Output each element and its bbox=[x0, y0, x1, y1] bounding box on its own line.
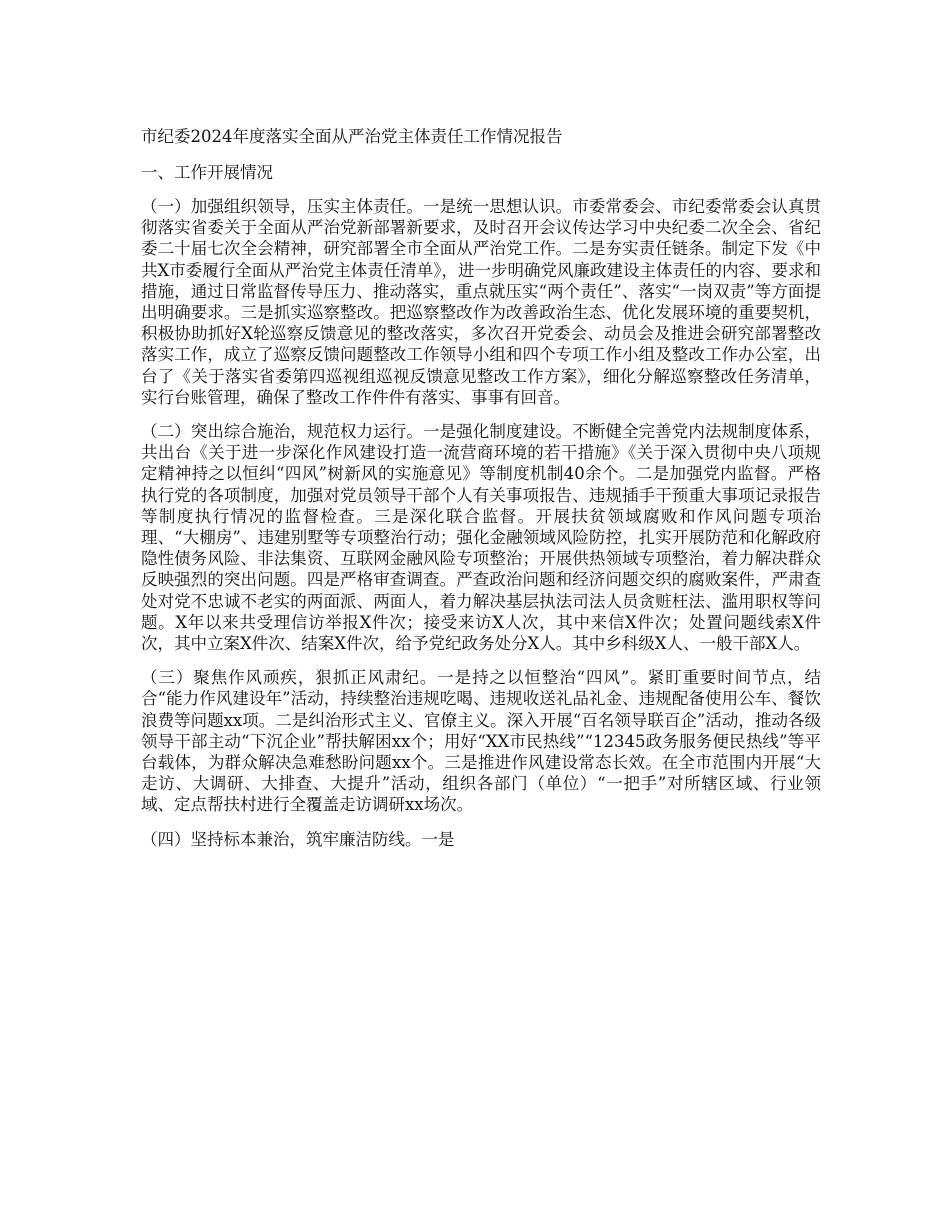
paragraph-2: （二）突出综合施治，规范权力运行。一是强化制度建设。不断健全完善党内法规制度体系，共出台《关于进一步深化作风建设打造一流营商环境的若干措施》《关于深入贯彻中央八项规定精神持之以恒纠“四风”树新风的实施意见》等制度机制40余个。二是加强党内监督。严格执行党的各项制度，加强对党员领导干部个人有关事项报告、违规插手干预重大事项记录报告等制度执行情况的监督检查。三是深化联合监督。开展扶贫领域腐败和作风问题专项治理、“大棚房”、违建别墅等专项整治行动；强化金融领域风险防控，扎实开展防范和化解政府隐性债务风险、非法集资、互联网金融风险专项整治；开展供热领域专项整治，着力解决群众反映强烈的突出问题。四是严格审查调查。严查政治问题和经济问题交织的腐败案件，严肃查处对党不忠诚不老实的两面派、两面人，着力解决基层执法司法人员贪赃枉法、滥用职权等问题。X年以来共受理信访举报X件次；接受来访X人次，其中来信X件次；处置问题线索X件次，其中立案X件次、结案X件次，给予党纪政务处分X人。其中乡科级X人、一般干部X人。 bbox=[141, 422, 821, 654]
paragraph-1: （一）加强组织领导，压实主体责任。一是统一思想认识。市委常委会、市纪委常委会认真贯彻落实省委关于全面从严治党新部署新要求，及时召开会议传达学习中央纪委二次全会、省纪委二十届七次全会精神，研究部署全市全面从严治党工作。二是夯实责任链条。制定下发《中共X市委履行全面从严治党主体责任清单》，进一步明确党风廉政建设主体责任的内容、要求和措施，通过日常监督传导压力、推动落实，重点就压实“两个责任”、落实“一岗双责”等方面提出明确要求。三是抓实巡察整改。把巡察整改作为改善政治生态、优化发展环境的重要契机，积极协助抓好X轮巡察反馈意见的整改落实，多次召开党委会、动员会及推进会研究部署整改落实工作，成立了巡察反馈问题整改工作领导小组和四个专项工作小组及整改工作办公室，出台了《关于落实省委第四巡视组巡视反馈意见整改工作方案》，细化分解巡察整改任务清单，实行台账管理，确保了整改工作件件有落实、事事有回音。 bbox=[141, 197, 821, 407]
document-title: 市纪委2024年度落实全面从严治党主体责任工作情况报告 bbox=[141, 127, 563, 146]
document-page bbox=[141, 124, 821, 863]
section-heading: 一、工作开展情况 bbox=[141, 163, 273, 182]
paragraph-4: （四）坚持标本兼治，筑牢廉洁防线。一是 bbox=[141, 829, 455, 849]
paragraph-3: （三）聚焦作风顽疾，狠抓正风肃纪。一是持之以恒整治“四风”。紧盯重要时间节点，结合“能力作风建设年”活动，持续整治违规吃喝、违规收送礼品礼金、违规配备使用公车、餐饮浪费等问题xx项。二是纠治形式主义、官僚主义。深入开展“百名领导联百企”活动，推动各级领导干部主动“下沉企业”帮扶解困xx个；用好“XX市民热线”“12345政务服务便民热线”等平台载体，为群众解决急难愁盼问题xx个。三是推进作风建设常态长效。在全市范围内开展“大走访、大调研、大排查、大提升”活动，组织各部门（单位）“一把手”对所辖区域、行业领域、定点帮扶村进行全覆盖走访调研xx场次。 bbox=[141, 668, 821, 815]
